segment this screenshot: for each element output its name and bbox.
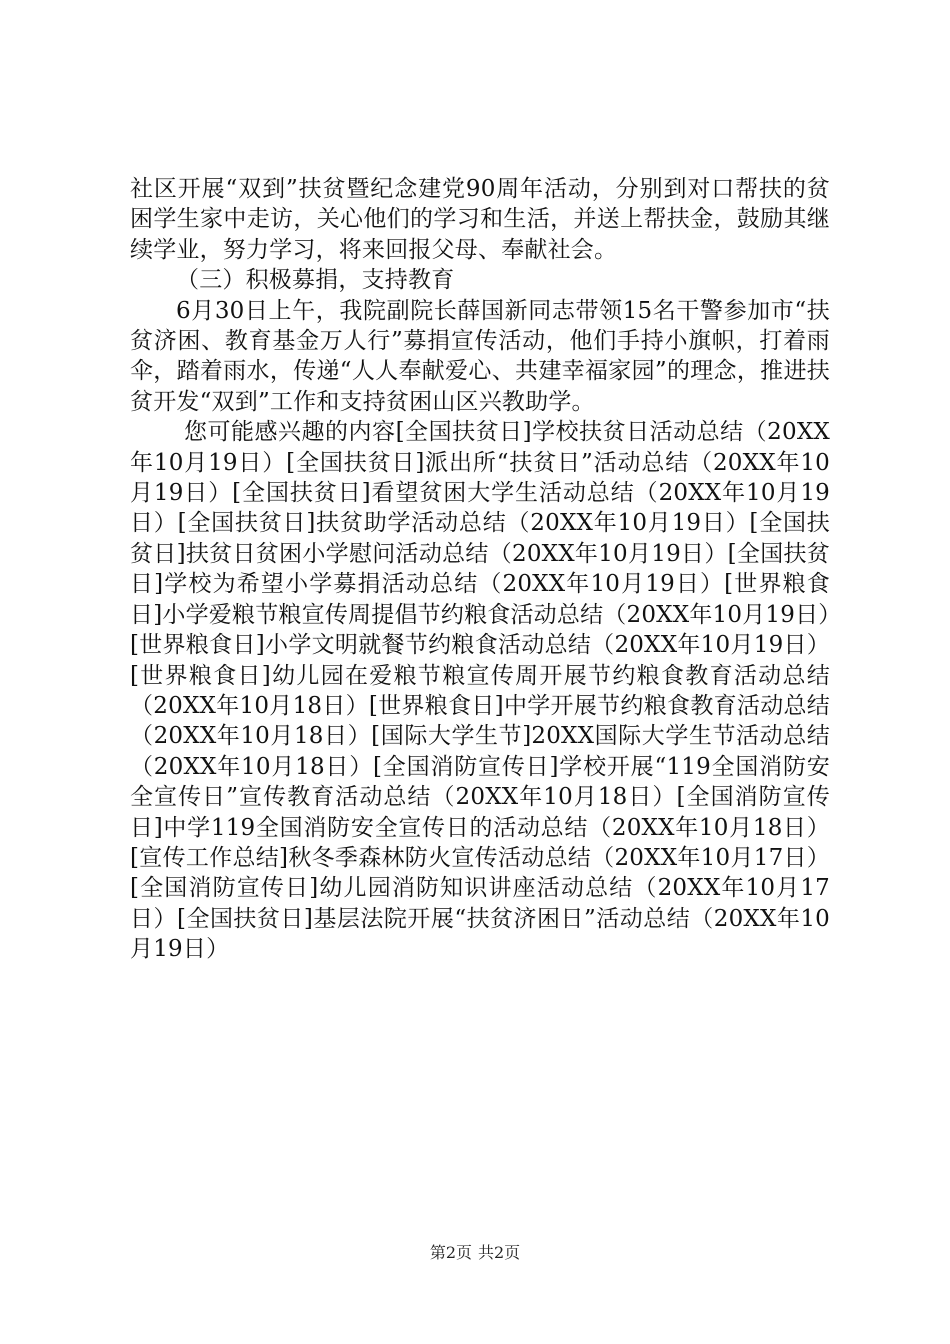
document-body bbox=[130, 174, 830, 965]
paragraph-community-visit: 社区开展“双到”扶贫暨纪念建党90周年活动，分别到对口帮扶的贫困学生家中走访，关心他们的学习和生活，并送上帮扶金，鼓励其继续学业，努力学习，将来回报父母、奉献社会。 bbox=[130, 176, 830, 263]
page-number: 第2页 bbox=[429, 1243, 472, 1262]
page-total: 共2页 bbox=[478, 1243, 521, 1262]
related-content-list: 您可能感兴趣的内容[全国扶贫日]学校扶贫日活动总结（20XX年10月19日）[全国扶贫日]派出所“扶贫日”活动总结（20XX年10月19日）[全国扶贫日]看望贫困大学生活动总结（20XX年10月19日）[全国扶贫日]扶贫助学活动总结（20XX年10月19日）[全国扶贫日]扶贫日贫困小学慰问活动总结（20XX年10月19日）[全国扶贫日]学校为希望小学募捐活动总结（20XX年10月19日）[世界粮食日]小学爱粮节粮宣传周提倡节约粮食活动总结（20XX年10月19日）[世界粮食日]小学文明就餐节约粮食活动总结（20XX年10月19日）[世界粮食日]幼儿园在爱粮节粮宣传周开展节约粮食教育活动总结（20XX年10月18日）[世界粮食日]中学开展节约粮食教育活动总结（20XX年10月18日）[国际大学生节]20XX国际大学生节活动总结（20XX年10月18日）[全国消防宣传日]学校开展“119全国消防安全宣传日”宣传教育活动总结（20XX年10月18日）[全国消防宣传日]中学119全国消防安全宣传日的活动总结（20XX年10月18日）[宣传工作总结]秋冬季森林防火宣传活动总结（20XX年10月17日）[全国消防宣传日]幼儿园消防知识讲座活动总结（20XX年10月17日）[全国扶贫日]基层法院开展“扶贫济困日”活动总结（20XX年10月19日） bbox=[130, 419, 830, 963]
section-heading-3: （三）积极募捐，支持教育 bbox=[176, 267, 455, 294]
page-footer bbox=[0, 1243, 950, 1263]
paragraph-fundraising: 6月30日上午，我院副院长薛国新同志带领15名干警参加市“扶贫济困、教育基金万人行”募捐宣传活动，他们手持小旗帜，打着雨伞，踏着雨水，传递“人人奉献爱心、共建幸福家园”的理念，推进扶贫开发“双到”工作和支持贫困山区兴教助学。 bbox=[130, 297, 830, 415]
